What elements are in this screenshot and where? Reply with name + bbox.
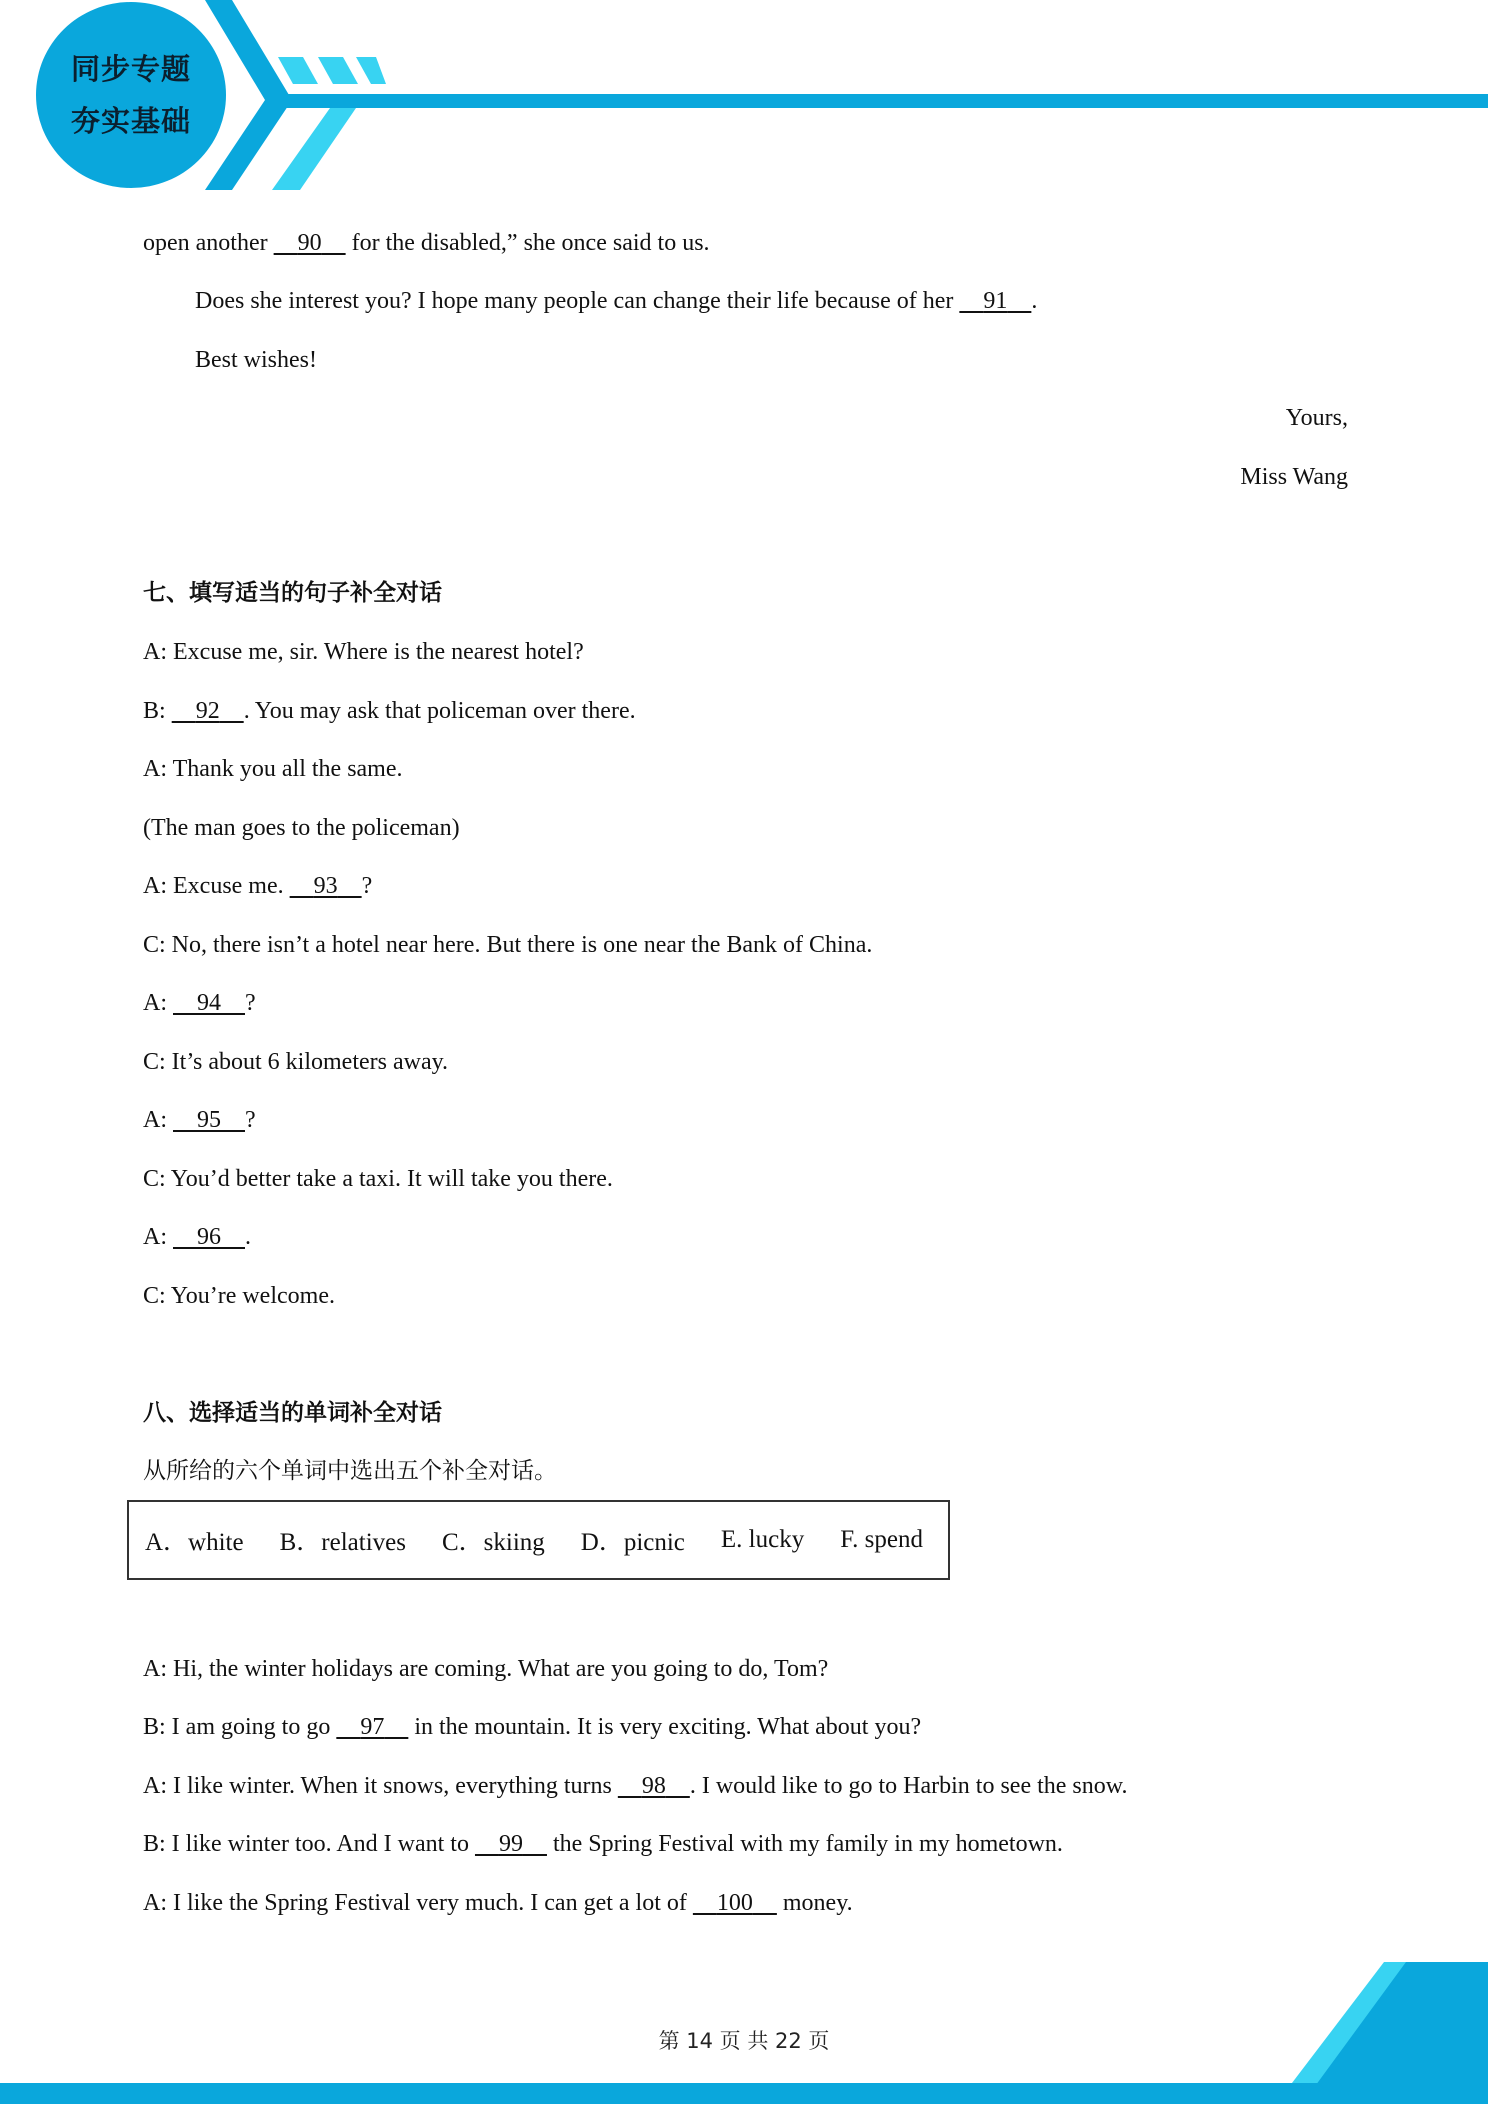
badge-line-2: 夯实基础 xyxy=(70,104,191,138)
word-option: E. lucky xyxy=(720,1526,805,1553)
answer-blank-90: 90 xyxy=(297,230,322,256)
header-slash xyxy=(272,108,356,190)
word-option: B．relatives xyxy=(279,1529,406,1556)
dialogue-line: C: It’s about 6 kilometers away. xyxy=(143,1049,449,1075)
dialogue-line: A: 96 . xyxy=(143,1224,251,1250)
dialogue-line: B: 92 . You may ask that policeman over there. xyxy=(143,698,636,724)
section-8-title: 八、选择适当的单词补全对话 xyxy=(143,1400,442,1426)
dialogue-line: C: You’d better take a taxi. It will take you there. xyxy=(143,1166,613,1192)
section-7-title: 七、填写适当的句子补全对话 xyxy=(143,580,442,606)
header-stripe-2 xyxy=(318,57,358,84)
answer-blank-96: 96 xyxy=(197,1224,221,1250)
answer-blank-95: 95 xyxy=(197,1107,221,1133)
header-badge xyxy=(36,2,226,188)
dialogue-line: A: Excuse me, sir. Where is the nearest hotel? xyxy=(143,639,584,665)
answer-blank-99: 99 xyxy=(498,1831,523,1857)
word-option: C．skiing xyxy=(441,1529,545,1556)
dialogue-line: B: I like winter too. And I want to 99 the Spring Festival with my family in my hometown. xyxy=(143,1831,1063,1857)
answer-blank-93: 93 xyxy=(313,873,338,899)
dialogue-line: A: I like winter. When it snows, everything turns 98 . I would like to go to Harbin to see the snow. xyxy=(143,1773,1128,1799)
dialogue-line: A: Thank you all the same. xyxy=(143,756,403,782)
letter-closing: Best wishes! xyxy=(195,347,317,373)
page-number: 第 14 页 共 22 页 xyxy=(658,2029,830,2053)
dialogue-line: A: Hi, the winter holidays are coming. What are you going to do, Tom? xyxy=(143,1656,829,1682)
dialogue-line: A: I like the Spring Festival very much. I can get a lot of 100 money. xyxy=(143,1890,853,1916)
header-stripe-3 xyxy=(356,57,386,84)
dialogue-line: C: No, there isn’t a hotel near here. But there is one near the Bank of China. xyxy=(143,932,873,958)
letter-signoff: Yours, xyxy=(1285,405,1348,431)
footer-bar xyxy=(0,2083,1488,2104)
letter-line-1: open another 90 for the disabled,” she once said to us. xyxy=(143,230,710,256)
header-bar xyxy=(265,94,1488,108)
dialogue-line: (The man goes to the policeman) xyxy=(143,815,460,841)
answer-blank-92: 92 xyxy=(195,698,220,724)
letter-signature: Miss Wang xyxy=(1240,464,1348,490)
section-8-instruction: 从所给的六个单词中选出五个补全对话。 xyxy=(143,1458,557,1484)
badge-line-1: 同步专题 xyxy=(70,52,191,86)
dialogue-line: A: Excuse me. 93 ? xyxy=(143,873,373,899)
dialogue-line: C: You’re welcome. xyxy=(143,1283,335,1309)
letter-line-2: Does she interest you? I hope many people can change their life because of her 91 . xyxy=(195,288,1038,314)
word-options-box xyxy=(127,1500,950,1580)
header-stripe-1 xyxy=(278,57,318,84)
word-option: F. spend xyxy=(840,1526,923,1553)
answer-blank-98: 98 xyxy=(641,1773,666,1799)
answer-blank-94: 94 xyxy=(197,990,221,1016)
answer-blank-91: 91 xyxy=(983,288,1008,314)
answer-blank-100: 100 xyxy=(716,1890,753,1916)
dialogue-line: B: I am going to go 97 in the mountain. It is very exciting. What about you? xyxy=(143,1714,922,1740)
word-option: A．white xyxy=(145,1529,244,1556)
answer-blank-97: 97 xyxy=(360,1714,385,1740)
dialogue-line: A: 95 ? xyxy=(143,1107,256,1133)
dialogue-line: A: 94 ? xyxy=(143,990,256,1016)
word-option: D．picnic xyxy=(580,1529,685,1556)
